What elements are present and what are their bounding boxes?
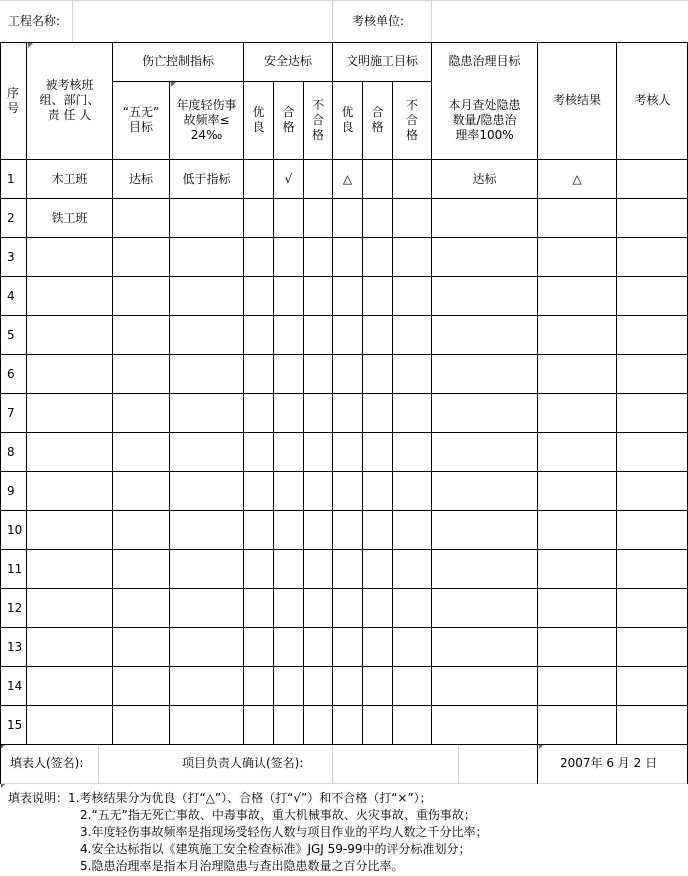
grid-line xyxy=(0,666,688,667)
col-header-safety-pass: 合 格 xyxy=(282,105,295,134)
grid-line xyxy=(0,744,688,745)
grid-line xyxy=(0,705,688,706)
grid-line xyxy=(0,354,688,355)
col-header-assessor: 考核人 xyxy=(634,93,671,107)
row-number: 12 xyxy=(7,600,23,615)
grid-line xyxy=(112,42,113,745)
row-number: 4 xyxy=(7,288,15,303)
col-header-seq: 序 号 xyxy=(6,85,19,115)
instruction-line: 填表说明：1.考核结果分为优良（打“△”）、合格（打“√”）和不合格（打“×”）； xyxy=(8,791,432,805)
grid-line xyxy=(243,42,244,745)
grid-line xyxy=(0,237,688,238)
grid-line xyxy=(0,198,688,199)
col-header-safety-fail: 不 合 格 xyxy=(311,97,324,142)
instruction-line: 2.“五无”指无死亡事故、中毒事故、重大机械事故、火灾事故、重伤事故； xyxy=(80,808,476,822)
grid-line xyxy=(431,42,432,745)
row-number: 2 xyxy=(7,210,15,225)
col-header-civil-excellent: 优 良 xyxy=(341,105,354,134)
row-number: 11 xyxy=(7,561,23,576)
instruction-line: 4.安全达标指以《建筑施工安全检查标准》JGJ 59-99中的评分标准划分； xyxy=(80,842,471,856)
fill-date: 2007年 6 月 2 日 xyxy=(560,756,658,770)
manager-signature-label: 项目负责人确认(签名): xyxy=(182,756,304,770)
grid-line xyxy=(0,159,688,160)
col-header-civil: 文明施工目标 xyxy=(345,53,418,68)
row-number: 14 xyxy=(7,678,23,693)
col-header-safety-excellent: 优 良 xyxy=(252,105,265,134)
row-number: 8 xyxy=(7,444,15,459)
grid-line xyxy=(537,42,538,745)
sheet-gridline xyxy=(0,0,688,1)
grid-line xyxy=(332,42,333,745)
project-name-label: 工程名称: xyxy=(8,14,61,28)
instruction-line: 3.年度轻伤事故频率是指现场受轻伤人数与项目作业的平均人数之千分比率； xyxy=(80,825,488,839)
sheet-gridline xyxy=(0,783,688,784)
col-header-team: 被考核班 组、部门、 责 任 人 xyxy=(39,78,100,122)
grid-line xyxy=(112,81,432,82)
sheet-gridline xyxy=(332,0,333,42)
row-number: 10 xyxy=(7,522,23,537)
row-number: 6 xyxy=(7,366,15,381)
grid-line xyxy=(0,510,688,511)
row-number: 5 xyxy=(7,327,15,342)
row-number: 3 xyxy=(7,249,15,264)
grid-line xyxy=(362,81,363,745)
grid-line xyxy=(0,627,688,628)
sheet-gridline xyxy=(72,0,73,42)
grid-line xyxy=(0,588,688,589)
cell-team: 木工班 xyxy=(51,171,88,186)
col-header-civil-fail: 不 合 格 xyxy=(405,97,418,142)
instruction-line: 5.隐患治理率是指本月治理隐患与查出隐患数量之百分比率。 xyxy=(80,859,404,873)
col-header-hazard: 隐患治理目标 xyxy=(448,53,521,68)
row-number: 15 xyxy=(7,717,23,732)
comment-marker xyxy=(171,82,176,87)
comment-marker xyxy=(28,43,33,48)
sheet-gridline xyxy=(98,745,99,783)
grid-line xyxy=(0,315,688,316)
grid-line xyxy=(537,744,538,784)
cell-safety-pass: √ xyxy=(284,171,293,186)
row-number: 7 xyxy=(7,405,15,420)
col-header-five-none: “五无” 目标 xyxy=(122,105,160,134)
cell-five-none: 达标 xyxy=(128,171,153,186)
sheet-gridline xyxy=(458,745,459,783)
col-header-safety: 安全达标 xyxy=(263,53,312,68)
col-header-result: 考核结果 xyxy=(552,93,601,107)
grid-line xyxy=(0,276,688,277)
fill-instructions xyxy=(8,790,487,875)
cell-minor-injury: 低于指标 xyxy=(182,171,231,186)
grid-line xyxy=(0,42,1,745)
grid-line xyxy=(26,42,27,745)
grid-line xyxy=(0,744,1,784)
cell-result: △ xyxy=(572,171,582,186)
row-number: 1 xyxy=(7,171,15,186)
col-header-casualty: 伤亡控制指标 xyxy=(141,53,214,68)
grid-line xyxy=(0,432,688,433)
col-header-hazard-rate: 本月查处隐患 数量/隐患治 理率100% xyxy=(448,97,521,142)
grid-line xyxy=(303,81,304,745)
grid-line xyxy=(392,81,393,745)
sheet-gridline xyxy=(332,745,333,783)
grid-line xyxy=(0,393,688,394)
sheet-gridline xyxy=(431,0,432,42)
col-header-minor-injury: 年度轻伤事 故频率≤ 24‰ xyxy=(176,97,237,142)
cell-team: 铁工班 xyxy=(51,210,88,225)
cell-hazard-rate: 达标 xyxy=(472,171,497,186)
col-header-civil-pass: 合 格 xyxy=(371,105,384,134)
filler-signature-label: 填表人(签名): xyxy=(10,756,84,770)
assessment-unit-label: 考核单位: xyxy=(352,14,405,28)
grid-line xyxy=(0,471,688,472)
grid-line xyxy=(616,42,617,745)
row-number: 9 xyxy=(7,483,15,498)
row-number: 13 xyxy=(7,639,23,654)
cell-civil-excellent: △ xyxy=(342,171,353,186)
grid-line xyxy=(0,42,688,43)
grid-line xyxy=(169,81,170,745)
grid-line xyxy=(0,549,688,550)
grid-line xyxy=(273,81,274,745)
